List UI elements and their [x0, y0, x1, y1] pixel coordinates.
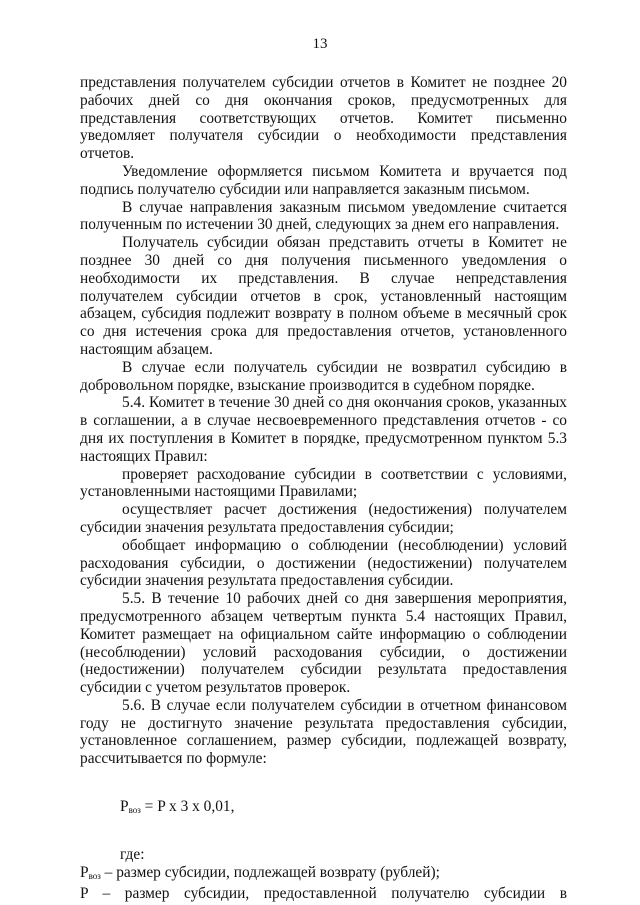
- paragraph: проверяет расходование субсидии в соответствии с условиями, установленными настоящими Правилами;: [80, 465, 567, 501]
- definition-symbol: P: [80, 885, 88, 903]
- definition-subscript: воз: [88, 870, 101, 881]
- formula: [80, 798, 567, 820]
- paragraph: 5.5. В течение 10 рабочих дней со дня завершения мероприятия, предусмотренного абзацем четвертым пункта 5.4 настоящих Правил, Комитет размещает на официальном сайте информацию о соблюдении (несоблюдении) условий расходования субсидии, о достижении (недостижении) получателем субсидии результата предоставления субсидии с учетом результатов проверок.: [80, 590, 567, 697]
- definition-item: [80, 864, 567, 886]
- paragraph: представления получателем субсидии отчетов в Комитет не позднее 20 рабочих дней со дня окончания сроков, предусмотренных для представления соответствующих отчетов. Комитет письменно уведомляет получателя субсидии о необходимости представления отчетов.: [80, 74, 567, 163]
- definition-text: – размер субсидии, подлежащей возврату (рублей);: [100, 863, 440, 881]
- document-body: [80, 74, 567, 903]
- paragraph: осуществляет расчет достижения (недостижения) получателем субсидии значения результата предоставления субсидии;: [80, 501, 567, 536]
- paragraph: обобщает информацию о соблюдении (несоблюдении) условий расходования субсидии, о достижении (недостижении) получателем субсидии значения результата предоставления субсидии.: [80, 536, 567, 590]
- formula-expression: = P x 3 x 0,01,: [140, 798, 235, 816]
- definition-item: [80, 885, 567, 903]
- formula-subscript: воз: [128, 805, 141, 816]
- paragraph: В случае если получатель субсидии не возвратил субсидию в добровольном порядке, взыскание производится в судебном порядке.: [80, 358, 567, 394]
- paragraph: В случае направления заказным письмом уведомление считается полученным по истечении 30 дней, следующих за днем его направления.: [80, 198, 567, 234]
- where-label: где:: [120, 845, 145, 863]
- definition-text: – размер субсидии, предоставленной получателю субсидии в: [88, 885, 567, 903]
- paragraph: 5.4. Комитет в течение 30 дней со дня окончания сроков, указанных в соглашении, а в случае несвоевременного представления отчетов - со дня их поступления в Комитет в порядке, предусмотренном пунктом 5.3 настоящих Правил:: [80, 394, 567, 465]
- page-number: 13: [312, 36, 328, 52]
- definition-symbol: P: [80, 863, 89, 881]
- paragraph: Уведомление оформляется письмом Комитета и вручается под подпись получателю субсидии или направляется заказным письмом.: [80, 162, 567, 198]
- paragraph: 5.6. В случае если получателем субсидии в отчетном финансовом году не достигнуто значение результата предоставления субсидии, установленное соглашением, размер субсидии, подлежащей возврату, рассчитывается по формуле:: [80, 696, 567, 768]
- paragraph: Получатель субсидии обязан представить отчеты в Комитет не позднее 30 дней со дня получения письменного уведомления о необходимости их представления. В случае непредставления получателем субсидии отчетов в срок, установленный настоящим абзацем, субсидия подлежит возврату в полном объеме в месячный срок со дня истечения срока для предоставления отчетов, установленного настоящим абзацем.: [80, 234, 567, 358]
- formula-symbol: P: [120, 798, 129, 816]
